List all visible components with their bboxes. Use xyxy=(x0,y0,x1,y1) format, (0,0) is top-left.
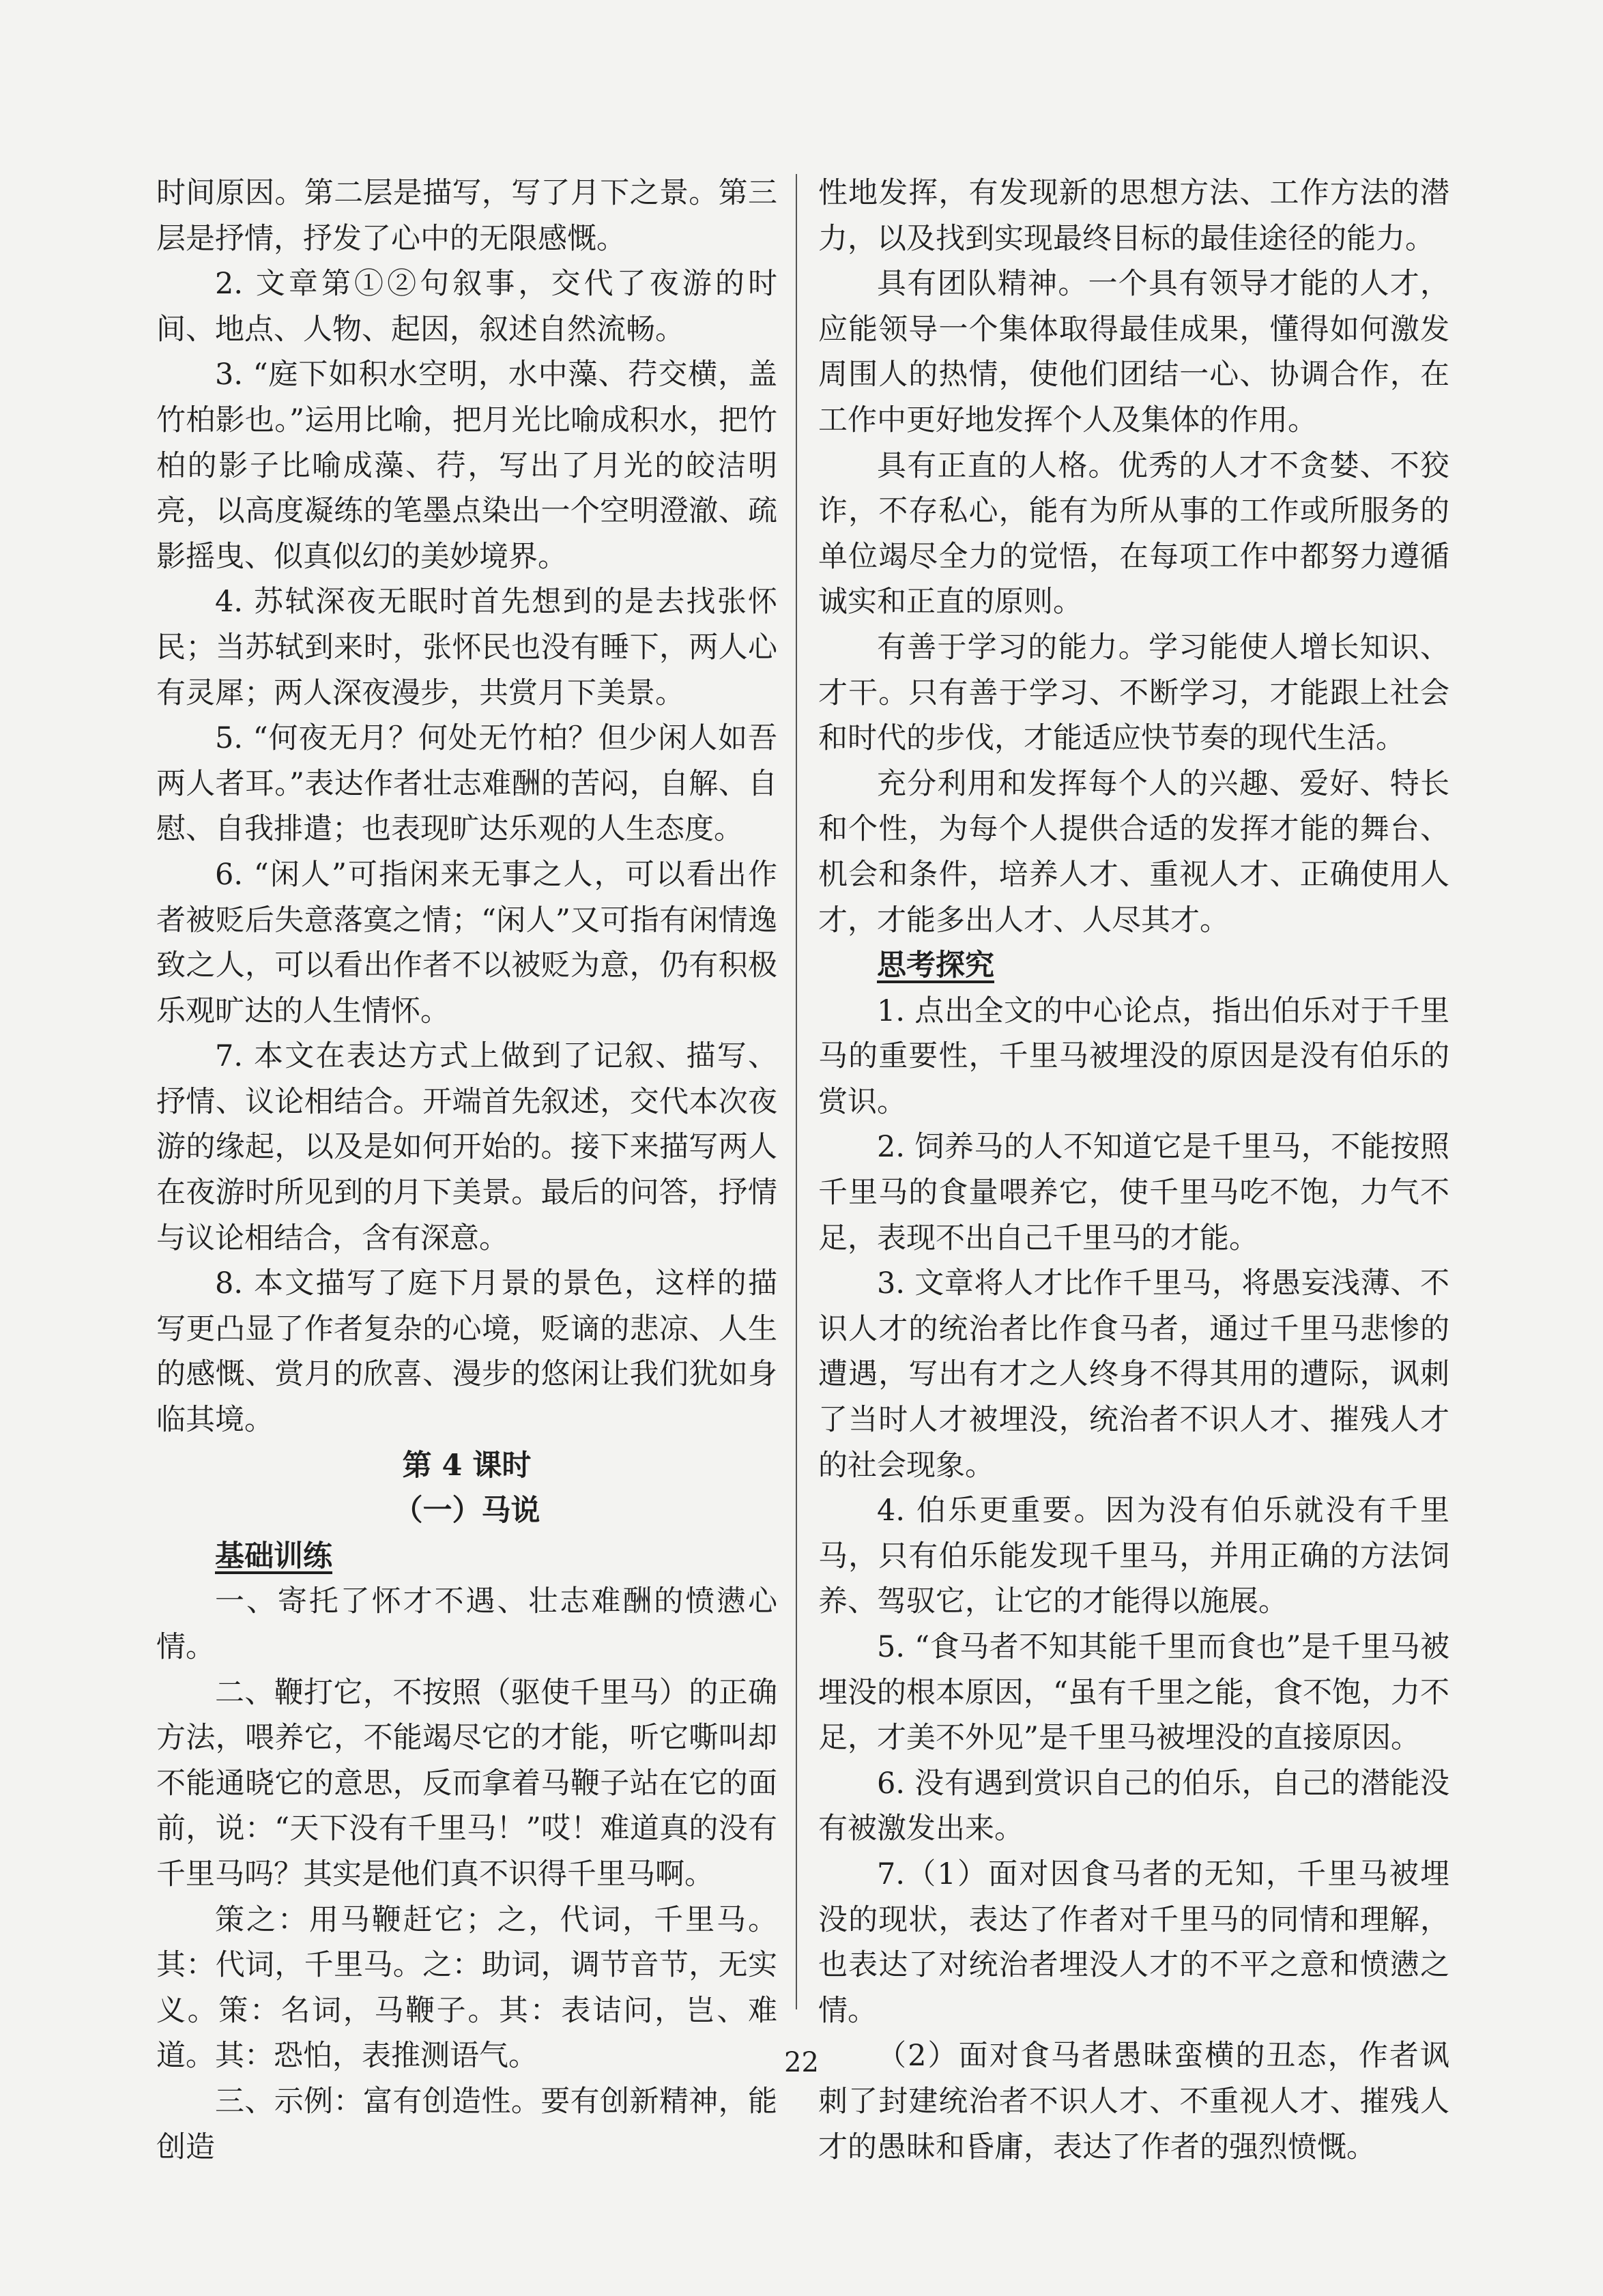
lesson-title: 第 4 课时 xyxy=(402,1448,532,1483)
think-answer-7-2: （2）面对食马者愚昧蛮横的丑态，作者讽刺了封建统治者不识人才、不重视人才、摧残人才的愚昧和昏庸，表达了作者的强烈愤慨。 xyxy=(818,2039,1449,2164)
page-number: 22 xyxy=(784,2047,819,2078)
paragraph: 具有团队精神。一个具有领导才能的人才，应能领导一个集体取得最佳成果，懂得如何激发周围人的热情，使他们团结一心、协调合作，在工作中更好地发挥个人及集体的作用。 xyxy=(818,267,1449,437)
basic-answer-2: 二、鞭打它，不按照（驱使千里马）的正确方法，喂养它，不能竭尽它的才能，听它嘶叫却不能通晓它的意思，反而拿着马鞭子站在它的面前，说：“天下没有千里马！”哎！难道真的没有千里马吗？其实是他们真不识得千里马啊。 xyxy=(156,1675,777,1891)
answer-7: 7. 本文在表达方式上做到了记叙、描写、抒情、议论相结合。开端首先叙述，交代本次夜游的缘起，以及是如何开始的。接下来描写两人在夜游时所见到的月下美景。最后的问答，抒情与议论相结合，含有深意。 xyxy=(156,1039,777,1255)
basic-answer-1: 一、寄托了怀才不遇、壮志难酬的愤懑心情。 xyxy=(156,1584,777,1664)
answer-5: 5. “何夜无月？何处无竹柏？但少闲人如吾两人者耳。”表达作者壮志难酬的苦闷，自解、自慰、自我排遣；也表现旷达乐观的人生态度。 xyxy=(156,721,777,847)
paragraph: 充分利用和发挥每个人的兴趣、爱好、特长和个性，为每个人提供合适的发挥才能的舞台、机会和条件，培养人才、重视人才、正确使用人才，才能多出人才、人尽其才。 xyxy=(818,766,1449,938)
answer-2: 2. 文章第①②句叙事，交代了夜游的时间、地点、人物、起因，叙述自然流畅。 xyxy=(156,267,777,347)
paragraph: 具有正直的人格。优秀的人才不贪婪、不狡诈，不存私心，能有为所从事的工作或所服务的单位竭尽全力的觉悟，在每项工作中都努力遵循诚实和正直的原则。 xyxy=(818,448,1449,620)
basic-answer-2-notes: 策之：用马鞭赶它；之，代词，千里马。其：代词，千里马。之：助词，调节音节，无实义。策：名词，马鞭子。其：表诘问，岂、难道。其：恐怕，表推测语气。 xyxy=(156,1902,777,2074)
think-answer-2: 2. 饲养马的人不知道它是千里马，不能按照千里马的食量喂养它，使千里马吃不饱，力气不足，表现不出自己千里马的才能。 xyxy=(818,1130,1449,1255)
left-column xyxy=(156,171,777,2170)
basic-answer-3: 三、示例：富有创造性。要有创新精神，能创造 xyxy=(156,2084,777,2164)
think-explore-heading: 思考探究 xyxy=(877,948,994,983)
think-answer-7: 7.（1）面对因食马者的无知，千里马被埋没的现状，表达了作者对千里马的同情和理解，也表达了对统治者埋没人才的不平之意和愤懑之情。 xyxy=(818,1857,1449,2028)
think-answer-3: 3. 文章将人才比作千里马，将愚妄浅薄、不识人才的统治者比作食马者，通过千里马悲惨的遭遇，写出有才之人终身不得其用的遭际，讽刺了当时人才被埋没，统治者不识人才、摧残人才的社会现象。 xyxy=(818,1266,1449,1483)
answer-8: 8. 本文描写了庭下月景的景色，这样的描写更凸显了作者复杂的心境，贬谪的悲凉、人生的感慨、赏月的欣喜、漫步的悠闲让我们犹如身临其境。 xyxy=(156,1266,777,1438)
think-answer-4: 4. 伯乐更重要。因为没有伯乐就没有千里马，只有伯乐能发现千里马，并用正确的方法饲养、驾驭它，让它的才能得以施展。 xyxy=(818,1494,1449,1619)
right-column xyxy=(818,171,1449,2170)
paragraph: 有善于学习的能力。学习能使人增长知识、才干。只有善于学习、不断学习，才能跟上社会和时代的步伐，才能适应快节奏的现代生活。 xyxy=(818,630,1449,756)
answer-6: 6. “闲人”可指闲来无事之人，可以看出作者被贬后失意落寞之情；“闲人”又可指有闲情逸致之人，可以看出作者不以被贬为意，仍有积极乐观旷达的人生情怀。 xyxy=(156,857,777,1028)
answer-3: 3. “庭下如积水空明，水中藻、荇交横，盖竹柏影也。”运用比喻，把月光比喻成积水，把竹柏的影子比喻成藻、荇，写出了月光的皎洁明亮，以高度凝练的笔墨点染出一个空明澄澈、疏影摇曳、似真似幻的美妙境界。 xyxy=(156,358,777,574)
paragraph: 时间原因。第二层是描写，写了月下之景。第三层是抒情，抒发了心中的无限感慨。 xyxy=(156,176,777,256)
think-answer-5: 5. “食马者不知其能千里而食也”是千里马被埋没的根本原因，“虽有千里之能，食不饱，力不足，才美不外见”是千里马被埋没的直接原因。 xyxy=(818,1630,1449,1756)
think-answer-6: 6. 没有遇到赏识自己的伯乐，自己的潜能没有被激发出来。 xyxy=(818,1766,1449,1846)
column-divider xyxy=(796,174,797,2009)
think-answer-1: 1. 点出全文的中心论点，指出伯乐对于千里马的重要性，千里马被埋没的原因是没有伯乐的赏识。 xyxy=(818,993,1449,1119)
basic-training-heading: 基础训练 xyxy=(215,1539,332,1573)
section-title: （一）马说 xyxy=(393,1494,540,1528)
paragraph: 性地发挥，有发现新的思想方法、工作方法的潜力，以及找到实现最终目标的最佳途径的能力。 xyxy=(818,176,1449,256)
answer-4: 4. 苏轼深夜无眠时首先想到的是去找张怀民；当苏轼到来时，张怀民也没有睡下，两人心有灵犀；两人深夜漫步，共赏月下美景。 xyxy=(156,585,777,710)
